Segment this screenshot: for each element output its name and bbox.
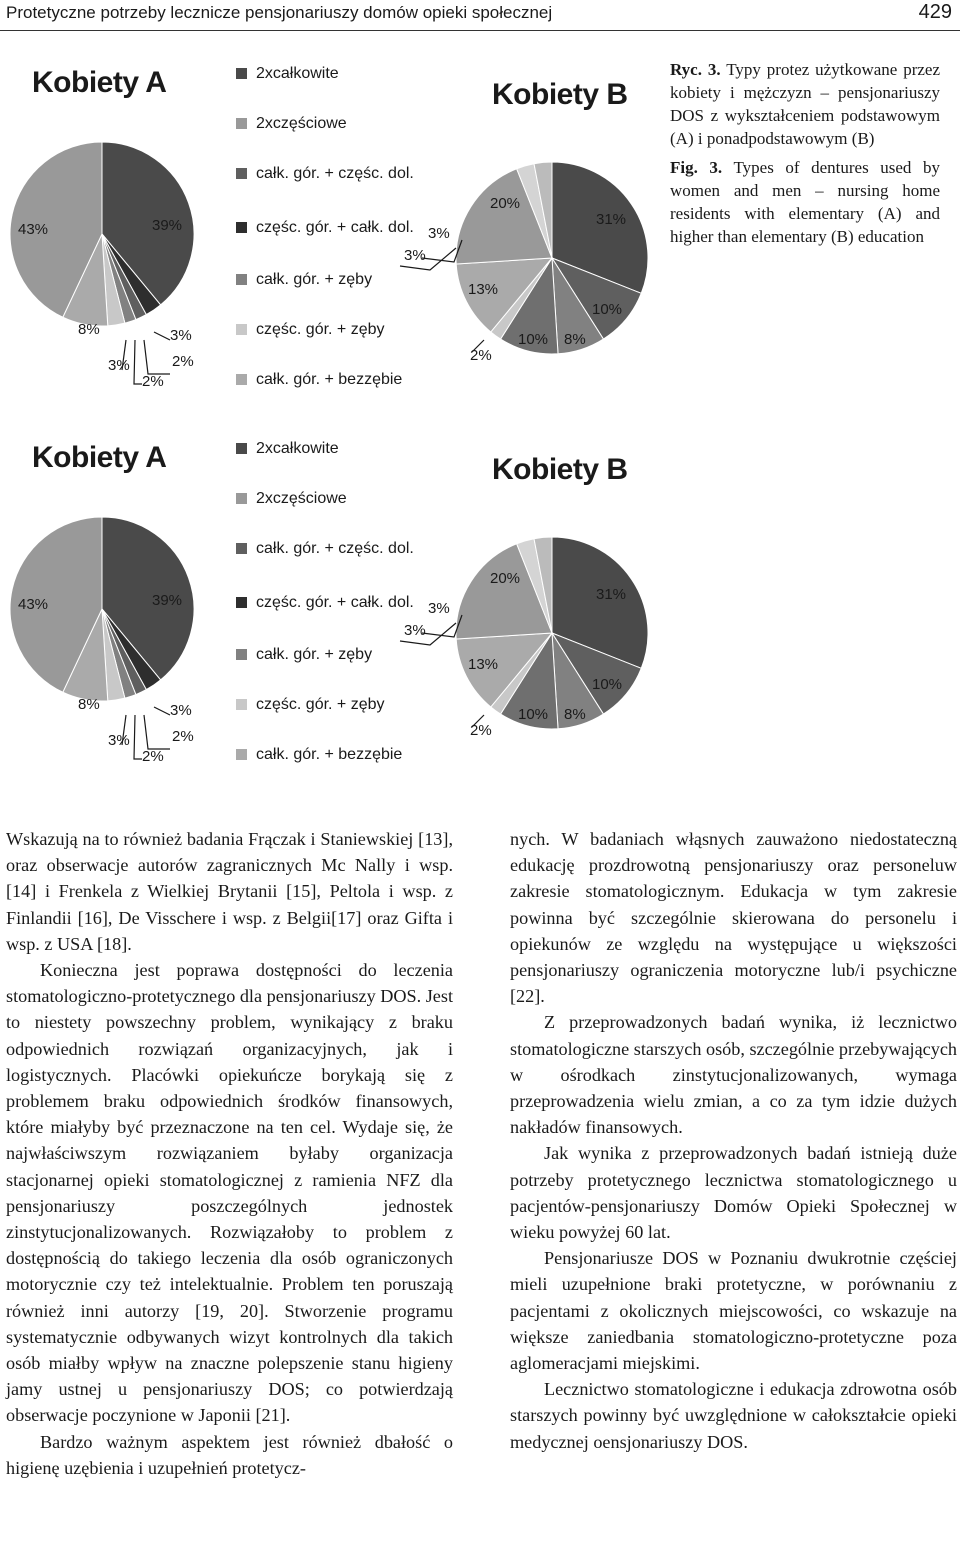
- legend-swatch: [236, 649, 247, 660]
- slice-label: 2%: [172, 353, 194, 370]
- legend-label: całk. gór. + zęby: [256, 271, 373, 288]
- pie-a-title: Kobiety A: [32, 66, 167, 99]
- page-number: 429: [918, 1, 952, 23]
- legend-label: całk. gór. + częśc. dol.: [256, 540, 414, 557]
- figure-panel-top: [0, 40, 660, 420]
- legend-label: 2xczęściowe: [256, 490, 347, 507]
- caption-label-en: Fig. 3.: [670, 158, 723, 177]
- legend-label: 2xczęściowe: [256, 115, 347, 132]
- legend-label: częśc. gór. + całk. dol.: [256, 594, 414, 611]
- legend-label: całk. gór. + zęby: [256, 646, 373, 663]
- slice-label: 43%: [18, 596, 49, 613]
- slice-label: 8%: [564, 706, 586, 723]
- legend-swatch: [236, 443, 247, 454]
- slice-label: 3%: [428, 225, 450, 242]
- slice-label: 20%: [490, 195, 521, 212]
- pie-b-title: Kobiety B: [492, 78, 628, 111]
- legend-swatch: [236, 597, 247, 608]
- slice-label: 13%: [468, 656, 499, 673]
- legend-swatch: [236, 168, 247, 179]
- paragraph: nych. W badaniach włąsnych zauważono niedostateczną edukację prozdrowotną pensjonariuszy oraz personeluw zakresie stomatologicznym. Edukacja w tym zakresie powinna być szczególnie skierowana do personelu i opiekunów ze względu na występujące u większości pensjonariuszy ograniczenia motoryczne lub/i psychiczne [22].: [510, 829, 957, 1007]
- leader-line: [144, 715, 170, 749]
- slice-label: 20%: [490, 570, 521, 587]
- paragraph: Jak wynika z przeprowadzonych badań istnieją duże potrzeby protetycznego lecznictwa stomatologicznego u pacjentów-pensjonariuszy Domów Opieki Społecznej w wieku powyżej 60 lat.: [510, 1143, 957, 1243]
- slice-label: 39%: [152, 217, 183, 234]
- leader-line: [154, 332, 170, 340]
- slice-label: 8%: [78, 696, 100, 713]
- paragraph: Konieczna jest poprawa dostępności do leczenia stomatologiczno-protetycznego dla pensjonariuszy DOS. Jest to niestety powszechny problem, wynikający z braku odpowiednich rozwiązań organizacyjnych, jak i logistycznych. Placówki opiekuńcze borykają się z problemem braku odpowiednich środków finansowych, które miałyby być przeznaczone na ten cel. Wydaje się, że najwłaściwszym rozwiązaniem byłaby organizacja stacjonarnej opieki stomatologicznej z ramienia NFZ dla pensjonariuszy poszczególnych jednostek zinstytucjonalizowanych. Rozwiązałoby to problem z dostępnością do takiego leczenia dla osób ograniczonych motorycznie czy też intelektualnie. Problem ten poruszają również inni autorzy [19, 20]. Stworzenie programu systematycznie odbywanych wizyt kontrolnych dla takich osób miałby wpływ na znaczne polepszenie stanu higieny jamy ustnej u pensjonariuszy DOS; co potwierdzają obserwacje poczynione w Japonii [21].: [6, 960, 454, 1426]
- legend-label: częśc. gór. + całk. dol.: [256, 219, 414, 236]
- slice-label: 2%: [470, 347, 492, 364]
- legend-label: całk. gór. + bezzębie: [256, 371, 403, 388]
- slice-label: 2%: [142, 373, 164, 390]
- leader-line: [144, 340, 170, 374]
- caption-polish: [670, 58, 940, 150]
- legend-label: 2xcałkowite: [256, 65, 339, 82]
- legend-swatch: [236, 68, 247, 79]
- leader-line: [134, 715, 142, 759]
- slice-label: 10%: [592, 676, 623, 693]
- slice-label: 2%: [172, 728, 194, 745]
- running-header: [0, 0, 960, 31]
- slice-label: 8%: [564, 331, 586, 348]
- slice-label: 3%: [428, 600, 450, 617]
- body-column-left: [6, 826, 453, 1481]
- slice-label: 3%: [404, 622, 426, 639]
- caption-text-pl: Typy protez użytkowane przez kobiety i mężczyzn – pensjonariuszy DOS z wykształceniem podstawowym (A) i ponadpodstawowym (B): [670, 60, 940, 148]
- legend-label: całk. gór. + bezzębie: [256, 746, 403, 763]
- legend-swatch: [236, 749, 247, 760]
- slice-label: 39%: [152, 592, 183, 609]
- caption-label-pl: Ryc. 3.: [670, 60, 721, 79]
- caption-text-en: Types of dentures used by women and men – nursing home residents with elementary (A) and higher than elementary (B) education: [670, 158, 940, 246]
- legend-swatch: [236, 222, 247, 233]
- slice-label: 3%: [404, 247, 426, 264]
- slice-label: 8%: [78, 321, 100, 338]
- legend-label: 2xcałkowite: [256, 440, 339, 457]
- paragraph: Pensjonariusze DOS w Poznaniu dwukrotnie częściej mieli uzupełnione braki protetyczne, w porównaniu z pacjentami z okolicznych miejscowości, co wskazuje na większe zaniedbania stomatologiczno-protetyczne poza aglomeracjami miejskimi.: [510, 1248, 957, 1374]
- slice-label: 31%: [596, 211, 627, 228]
- legend-swatch: [236, 543, 247, 554]
- figure-panel-bottom: [0, 415, 660, 795]
- legend-swatch: [236, 374, 247, 385]
- pie-a-title: Kobiety A: [32, 441, 167, 474]
- legend-swatch: [236, 493, 247, 504]
- running-title: Protetyczne potrzeby lecznicze pensjonariuszy domów opieki społecznej: [6, 3, 553, 22]
- legend-swatch: [236, 118, 247, 129]
- slice-label: 2%: [470, 722, 492, 739]
- slice-label: 31%: [596, 586, 627, 603]
- body-column-right: [510, 826, 957, 1455]
- slice-label: 10%: [518, 331, 549, 348]
- legend-label: całk. gór. + częśc. dol.: [256, 165, 414, 182]
- slice-label: 43%: [18, 221, 49, 238]
- slice-label: 2%: [142, 748, 164, 765]
- legend-swatch: [236, 324, 247, 335]
- legend-swatch: [236, 699, 247, 710]
- figure-caption: [670, 58, 940, 248]
- slice-label: 3%: [108, 357, 130, 374]
- paragraph: Bardzo ważnym aspektem jest również dbałość o higienę uzębienia i uzupełnień protetycz-: [6, 1431, 453, 1478]
- paragraph: Wskazują na to również badania Frączak i Staniewskiej [13], oraz obserwacje autorów zagranicznych Mc Nally i wsp. [14] i Frenkela z Wielkiej Brytanii [15], Peltola i wsp. z Finlandii [16], De Visschere i wsp. z Belgii[17] oraz Gifta i wsp. z USA [18].: [6, 829, 453, 954]
- slice-label: 10%: [518, 706, 549, 723]
- slice-label: 3%: [108, 732, 130, 749]
- slice-label: 3%: [170, 702, 192, 719]
- slice-label: 13%: [468, 281, 499, 298]
- caption-english: [670, 156, 940, 248]
- legend-label: częśc. gór. + zęby: [256, 321, 385, 338]
- legend-swatch: [236, 274, 247, 285]
- paragraph: Z przeprowadzonych badań wynika, iż lecznictwo stomatologiczne starszych osób, szczególnie przebywających w ośrodkach zinstytucjonalizowanych, wymaga przeprowadzenia wielu zmian, a co za tym idzie dużych nakładów finansowych.: [510, 1012, 957, 1138]
- leader-line: [154, 707, 170, 715]
- slice-label: 3%: [170, 327, 192, 344]
- paragraph: Lecznictwo stomatologiczne i edukacja zdrowotna osób starszych powinny być uwzględnione w całokształcie opieki medycznej oensjonariuszy DOS.: [510, 1379, 957, 1452]
- pie-b-title: Kobiety B: [492, 453, 628, 486]
- legend-label: częśc. gór. + zęby: [256, 696, 385, 713]
- slice-label: 10%: [592, 301, 623, 318]
- leader-line: [134, 340, 142, 384]
